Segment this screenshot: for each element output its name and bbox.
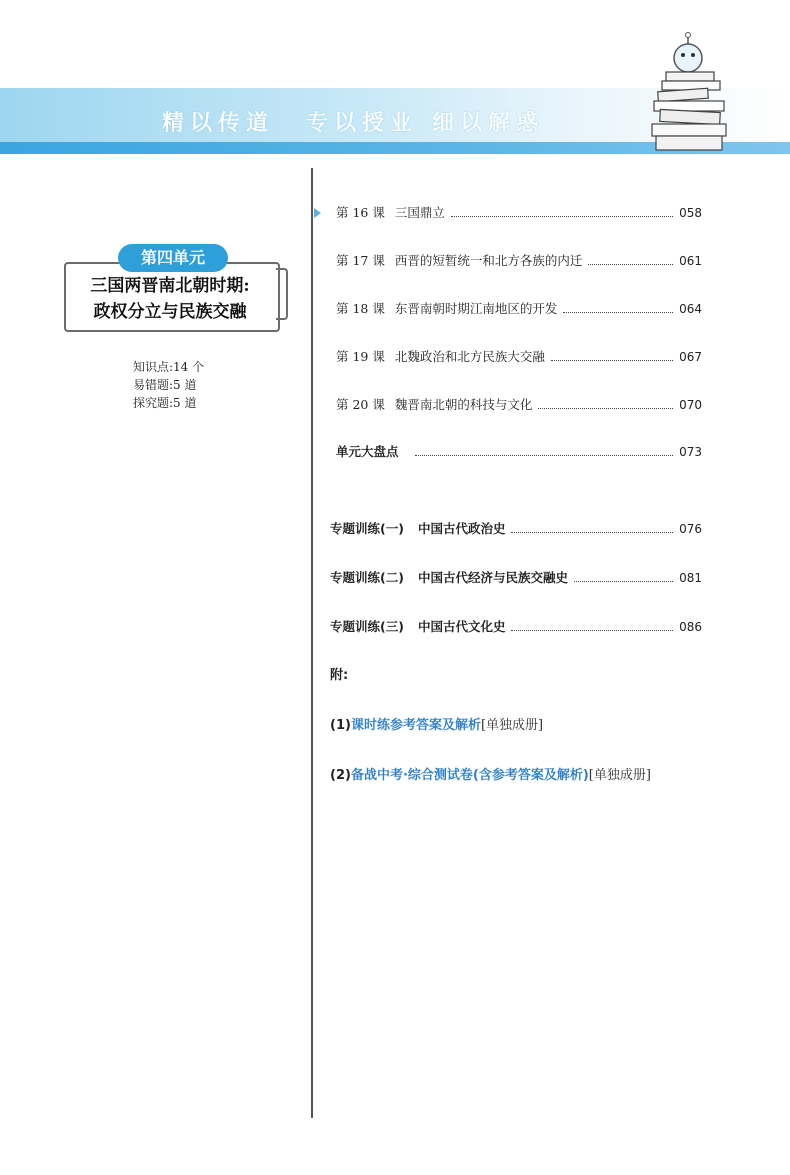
toc-page-number: 081 — [679, 571, 702, 585]
toc-page-number: 061 — [679, 254, 702, 268]
stat-knowledge-points: 知识点:14 个 — [133, 360, 205, 374]
book-stack-illustration — [648, 18, 758, 158]
toc-page-number: 070 — [679, 398, 702, 412]
toc-lesson-title: 魏晋南北朝的科技与文化 — [394, 397, 533, 412]
appendix-item-2-prefix: (2) — [330, 768, 351, 783]
toc-row[interactable] — [336, 203, 702, 223]
motto-1: 精以传道 — [162, 111, 275, 136]
unit-stats — [133, 358, 204, 412]
toc-lesson-title: 三国鼎立 — [394, 205, 445, 220]
special-title: 中国古代经济与民族交融史 — [417, 570, 568, 585]
toc-lesson-number: 第 16 课 — [336, 205, 385, 220]
unit-title-line1: 三国两晋南北朝时期: — [90, 276, 250, 296]
leader-dots — [415, 455, 674, 456]
leader-dots — [538, 408, 673, 409]
leader-dots — [588, 264, 673, 265]
toc-lesson-number: 第 19 课 — [336, 349, 385, 364]
toc-lesson-number: 第 20 课 — [336, 397, 385, 412]
column-divider — [311, 168, 313, 1118]
leader-dots — [574, 581, 673, 582]
toc-row[interactable] — [336, 251, 702, 271]
appendix-item-1-prefix: (1) — [330, 718, 351, 733]
toc-lesson-number: 第 17 课 — [336, 253, 385, 268]
toc-page-number: 067 — [679, 350, 702, 364]
toc-unit-review: 单元大盘点 — [336, 444, 399, 459]
toc-row[interactable] — [336, 395, 702, 415]
toc-lesson-number: 第 18 课 — [336, 301, 385, 316]
special-title: 中国古代文化史 — [417, 619, 506, 634]
toc-page-number: 076 — [679, 522, 702, 536]
leader-dots — [551, 360, 673, 361]
leader-dots — [563, 312, 673, 313]
appendix-item-1-text: 课时练参考答案及解析 — [350, 718, 481, 733]
special-row[interactable] — [330, 519, 702, 539]
appendix-item-2[interactable] — [330, 764, 651, 783]
toc-page-number: 064 — [679, 302, 702, 316]
toc-page-number: 073 — [679, 445, 702, 459]
leader-dots — [511, 630, 673, 631]
special-row[interactable] — [330, 617, 702, 637]
appendix-item-2-note: [单独成册] — [588, 768, 651, 783]
unit-title-line2: 政权分立与民族交融 — [93, 302, 247, 322]
special-title: 中国古代政治史 — [417, 521, 506, 536]
motto-3: 细以解惑 — [432, 111, 545, 136]
appendix-item-1[interactable] — [330, 714, 543, 733]
toc-page-number: 086 — [679, 620, 702, 634]
toc-page-number: 058 — [679, 206, 702, 220]
toc-row[interactable] — [336, 442, 702, 462]
arrow-icon — [314, 208, 321, 218]
toc-lesson-title: 西晋的短暂统一和北方各族的内迁 — [394, 253, 583, 268]
leader-dots — [451, 216, 673, 217]
toc-row[interactable] — [336, 299, 702, 319]
appendix-item-2-text: 备战中考·综合测试卷(含参考答案及解析) — [350, 768, 589, 783]
special-row[interactable] — [330, 568, 702, 588]
leader-dots — [511, 532, 673, 533]
appendix-item-1-note: [单独成册] — [480, 718, 544, 733]
special-number: 专题训练(三) — [330, 619, 404, 634]
toc-lesson-title: 东晋南朝时期江南地区的开发 — [394, 301, 558, 316]
stat-exploration: 探究题:5 道 — [133, 396, 197, 410]
motto-2: 专以授业 — [306, 111, 419, 136]
unit-box-tab — [276, 268, 288, 320]
toc-lesson-title: 北魏政治和北方民族大交融 — [394, 349, 545, 364]
toc-row[interactable] — [336, 347, 702, 367]
unit-badge: 第四单元 — [118, 244, 228, 272]
appendix-label: 附: — [330, 668, 349, 683]
stat-error-prone: 易错题:5 道 — [133, 378, 197, 392]
special-number: 专题训练(一) — [330, 521, 404, 536]
special-number: 专题训练(二) — [330, 570, 404, 585]
